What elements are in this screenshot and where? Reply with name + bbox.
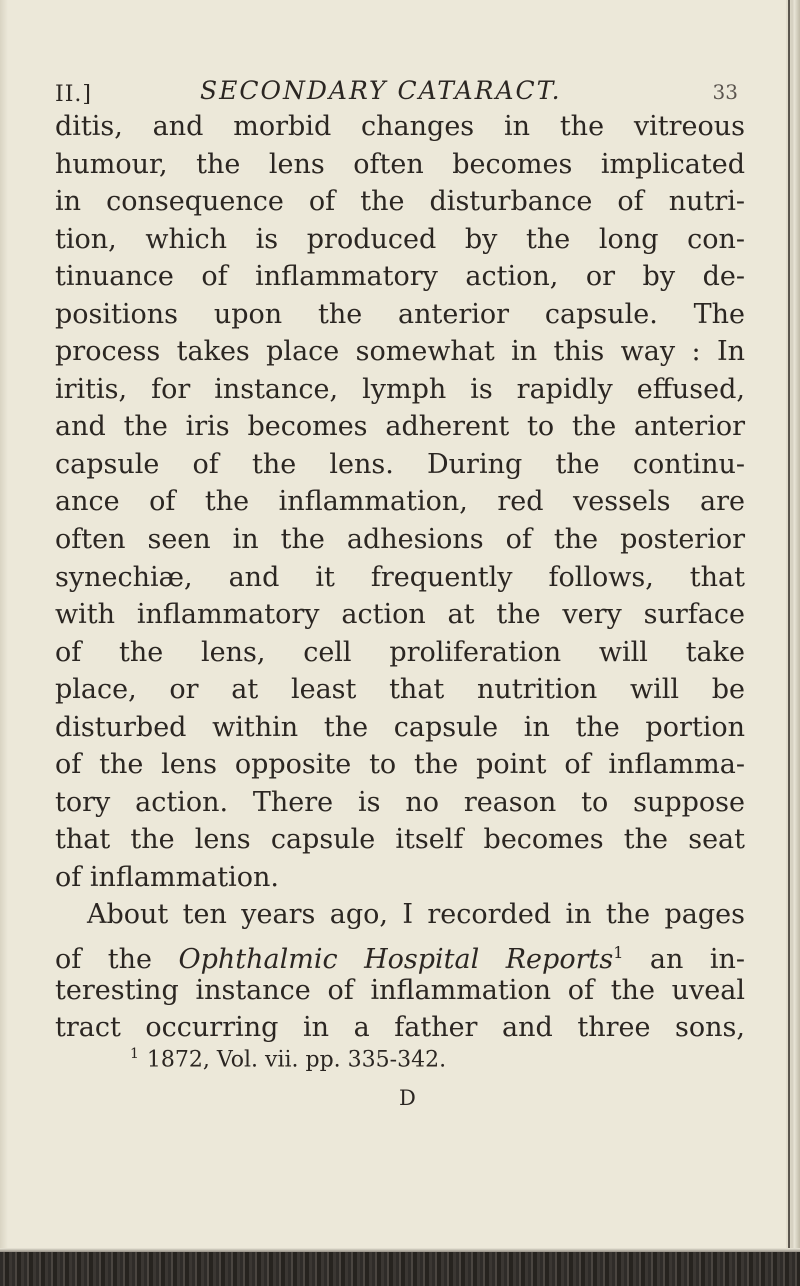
text-segment: of the bbox=[55, 944, 179, 976]
text-line: disturbed within the capsule in the portion bbox=[55, 711, 745, 743]
footnote-text: 1872, Vol. vii. pp. 335-342. bbox=[146, 1047, 447, 1073]
signature-mark: D bbox=[399, 1086, 416, 1110]
text-line: often seen in the adhesions of the posterior bbox=[55, 524, 745, 556]
text-line: humour, the lens often becomes implicated bbox=[55, 148, 745, 180]
running-title: SECONDARY CATARACT. bbox=[200, 76, 562, 105]
text-segment: an in- bbox=[623, 944, 745, 976]
text-line: tinuance of inflammatory action, or by de- bbox=[55, 261, 745, 293]
text-line: process takes place somewhat in this way : In bbox=[55, 336, 745, 368]
text-line: iritis, for instance, lymph is rapidly effused, bbox=[55, 373, 745, 405]
text-line: tory action. There is no reason to suppose bbox=[55, 786, 745, 818]
text-line: tract occurring in a father and three sons, bbox=[55, 1012, 745, 1044]
page-edge-line bbox=[788, 0, 790, 1250]
text-line: place, or at least that nutrition will be bbox=[55, 674, 745, 706]
text-line: capsule of the lens. During the continu- bbox=[55, 448, 745, 480]
text-line: in consequence of the disturbance of nutri- bbox=[55, 186, 745, 218]
text-line: of the lens opposite to the point of inflamma- bbox=[55, 749, 745, 781]
journal-title: Ophthalmic Hospital Reports bbox=[178, 944, 614, 976]
footnote-reference: 1 bbox=[613, 943, 624, 963]
footnote bbox=[130, 1046, 446, 1072]
page-number: 33 bbox=[712, 80, 738, 104]
page-left-edge bbox=[0, 0, 8, 1250]
footnote-marker: 1 bbox=[130, 1046, 139, 1062]
text-line: synechiæ, and it frequently follows, that bbox=[55, 561, 745, 593]
paragraph-first-line: About ten years ago, I recorded in the pages bbox=[87, 899, 745, 931]
text-line: ance of the inflammation, red vessels are bbox=[55, 486, 745, 518]
text-line: with inflammatory action at the very surface bbox=[55, 599, 745, 631]
running-header bbox=[52, 76, 752, 110]
text-line-with-citation bbox=[55, 934, 745, 976]
text-line: teresting instance of inflammation of the uveal bbox=[55, 974, 745, 1006]
text-line: that the lens capsule itself becomes the seat bbox=[55, 824, 745, 856]
text-line: and the iris becomes adherent to the anterior bbox=[55, 411, 745, 443]
body-text bbox=[55, 108, 745, 1047]
text-line: tion, which is produced by the long con- bbox=[55, 223, 745, 255]
text-line: positions upon the anterior capsule. The bbox=[55, 298, 745, 330]
book-bottom-edge bbox=[0, 1252, 800, 1286]
text-line: of inflammation. bbox=[55, 861, 279, 893]
text-line: of the lens, cell proliferation will take bbox=[55, 636, 745, 668]
chapter-marker: II.] bbox=[55, 82, 92, 107]
text-line: ditis, and morbid changes in the vitreous bbox=[55, 111, 745, 142]
